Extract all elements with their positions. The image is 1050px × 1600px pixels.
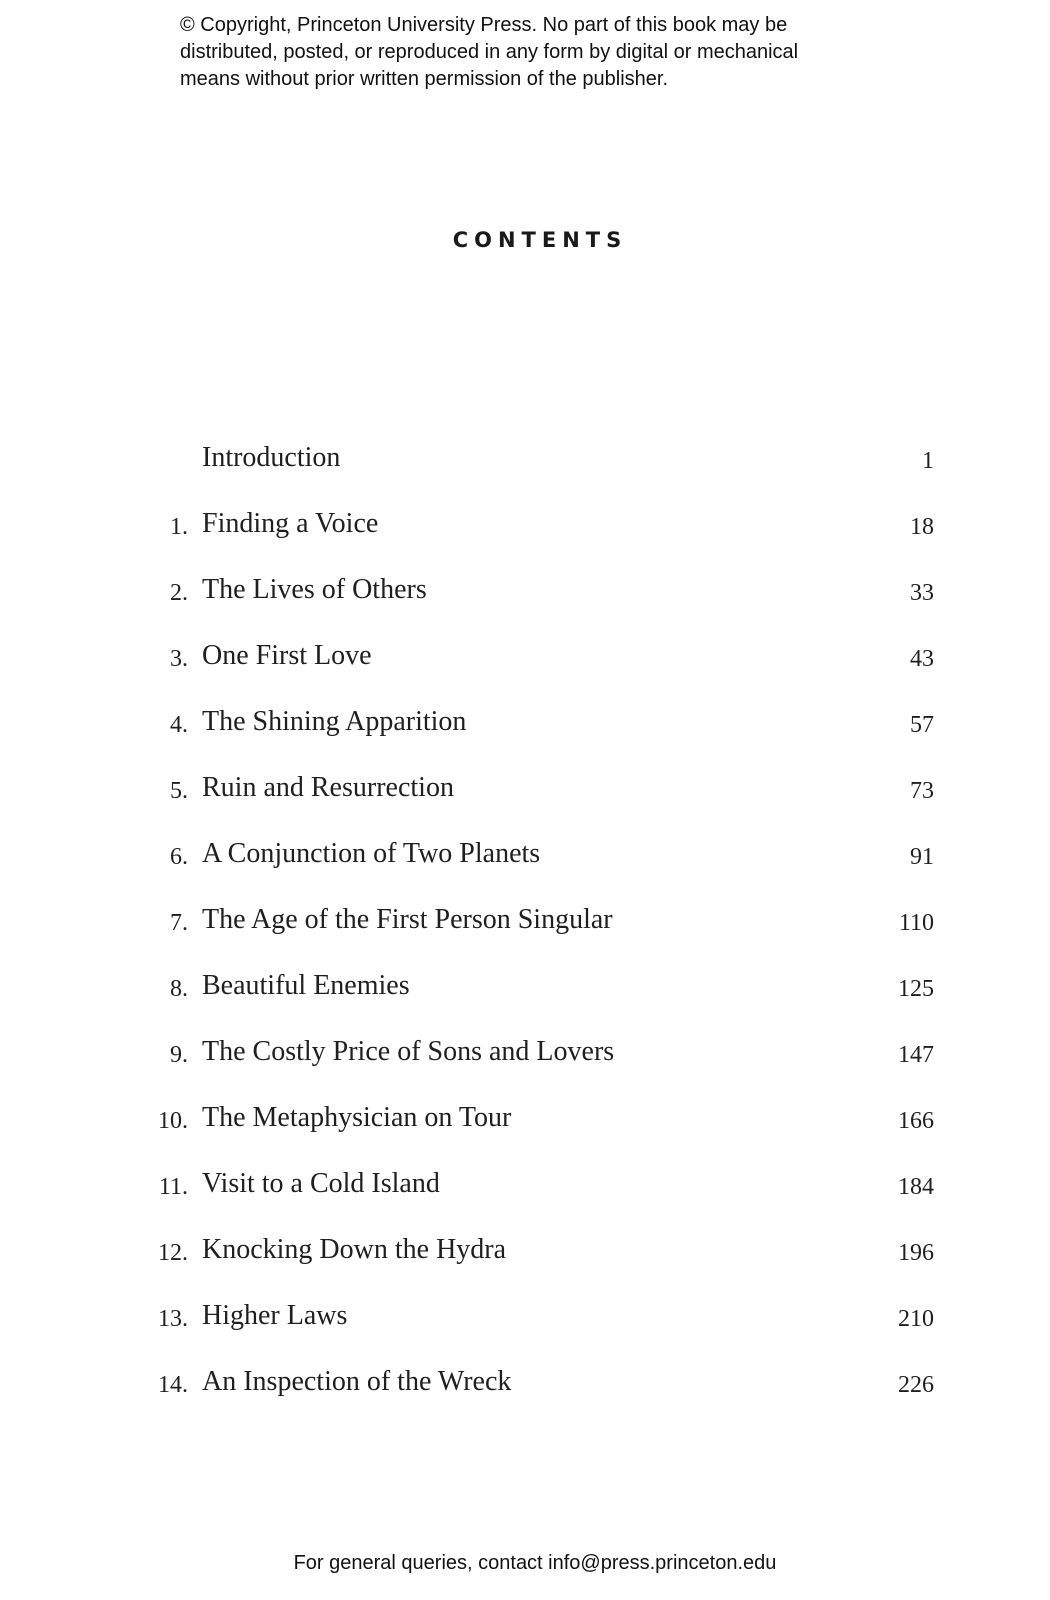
chapter-number: 10. [158,1108,188,1134]
page-number: 147 [898,1042,934,1068]
table-of-contents [0,442,1050,1432]
chapter-number: 1. [170,514,188,540]
chapter-number: 8. [170,976,188,1002]
toc-entry[interactable] [0,772,1050,838]
footer-contact: For general queries, contact info@press.princeton.edu [293,1552,777,1574]
page-number: 110 [898,910,934,936]
chapter-title: The Shining Apparition [202,706,467,737]
toc-entry[interactable] [0,1234,1050,1300]
page-number: 196 [898,1240,934,1266]
chapter-title: Finding a Voice [202,508,379,539]
contents-heading: CONTENTS [452,228,628,252]
toc-entry[interactable] [0,1102,1050,1168]
page-number: 166 [898,1108,934,1134]
toc-entry-introduction[interactable] [0,442,1050,508]
toc-entry[interactable] [0,904,1050,970]
page-number: 184 [898,1174,934,1200]
copyright-line: distributed, posted, or reproduced in any form by digital or mechanical [180,41,799,63]
chapter-title: Visit to a Cold Island [202,1168,440,1199]
toc-entry[interactable] [0,838,1050,904]
chapter-title: Knocking Down the Hydra [202,1234,507,1265]
page-number: 226 [898,1372,934,1398]
chapter-number: 6. [170,844,188,870]
chapter-number: 11. [158,1174,188,1200]
chapter-title: One First Love [202,640,372,671]
page-number: 125 [898,976,934,1002]
copyright-line: © Copyright, Princeton University Press. No part of this book may be [180,14,788,36]
chapter-title: An Inspection of the Wreck [202,1366,512,1397]
copyright-line: means without prior written permission of the publisher. [180,68,669,90]
page-number: 18 [910,514,934,540]
chapter-number: 9. [170,1042,188,1068]
toc-entry[interactable] [0,574,1050,640]
chapter-number: 3. [170,646,188,672]
chapter-number: 12. [158,1240,188,1266]
toc-entry[interactable] [0,508,1050,574]
chapter-title: Beautiful Enemies [202,970,410,1001]
toc-entry[interactable] [0,1036,1050,1102]
page-number: 57 [910,712,934,738]
toc-entry[interactable] [0,1168,1050,1234]
page-number: 91 [910,844,934,870]
toc-entry[interactable] [0,1300,1050,1366]
toc-entry[interactable] [0,706,1050,772]
chapter-title: The Age of the First Person Singular [202,904,613,935]
chapter-title: A Conjunction of Two Planets [202,838,541,869]
chapter-title: Ruin and Resurrection [202,772,454,803]
chapter-number: 4. [170,712,188,738]
page-number: 43 [910,646,934,672]
chapter-number: 2. [170,580,188,606]
chapter-number: 13. [158,1306,188,1332]
page-number: 33 [910,580,934,606]
chapter-number: 5. [170,778,188,804]
chapter-title: The Costly Price of Sons and Lovers [202,1036,615,1067]
page-number: 73 [910,778,934,804]
toc-entry[interactable] [0,1366,1050,1432]
chapter-title: The Lives of Others [202,574,427,605]
chapter-title: Higher Laws [202,1300,348,1331]
page-number: 1 [922,448,934,474]
page-number: 210 [898,1306,934,1332]
toc-entry[interactable] [0,640,1050,706]
chapter-title: Introduction [202,442,341,473]
chapter-number: 14. [158,1372,188,1398]
chapter-number: 7. [170,910,188,936]
toc-entry[interactable] [0,970,1050,1036]
chapter-title: The Metaphysician on Tour [202,1102,512,1133]
copyright-notice [180,12,900,93]
